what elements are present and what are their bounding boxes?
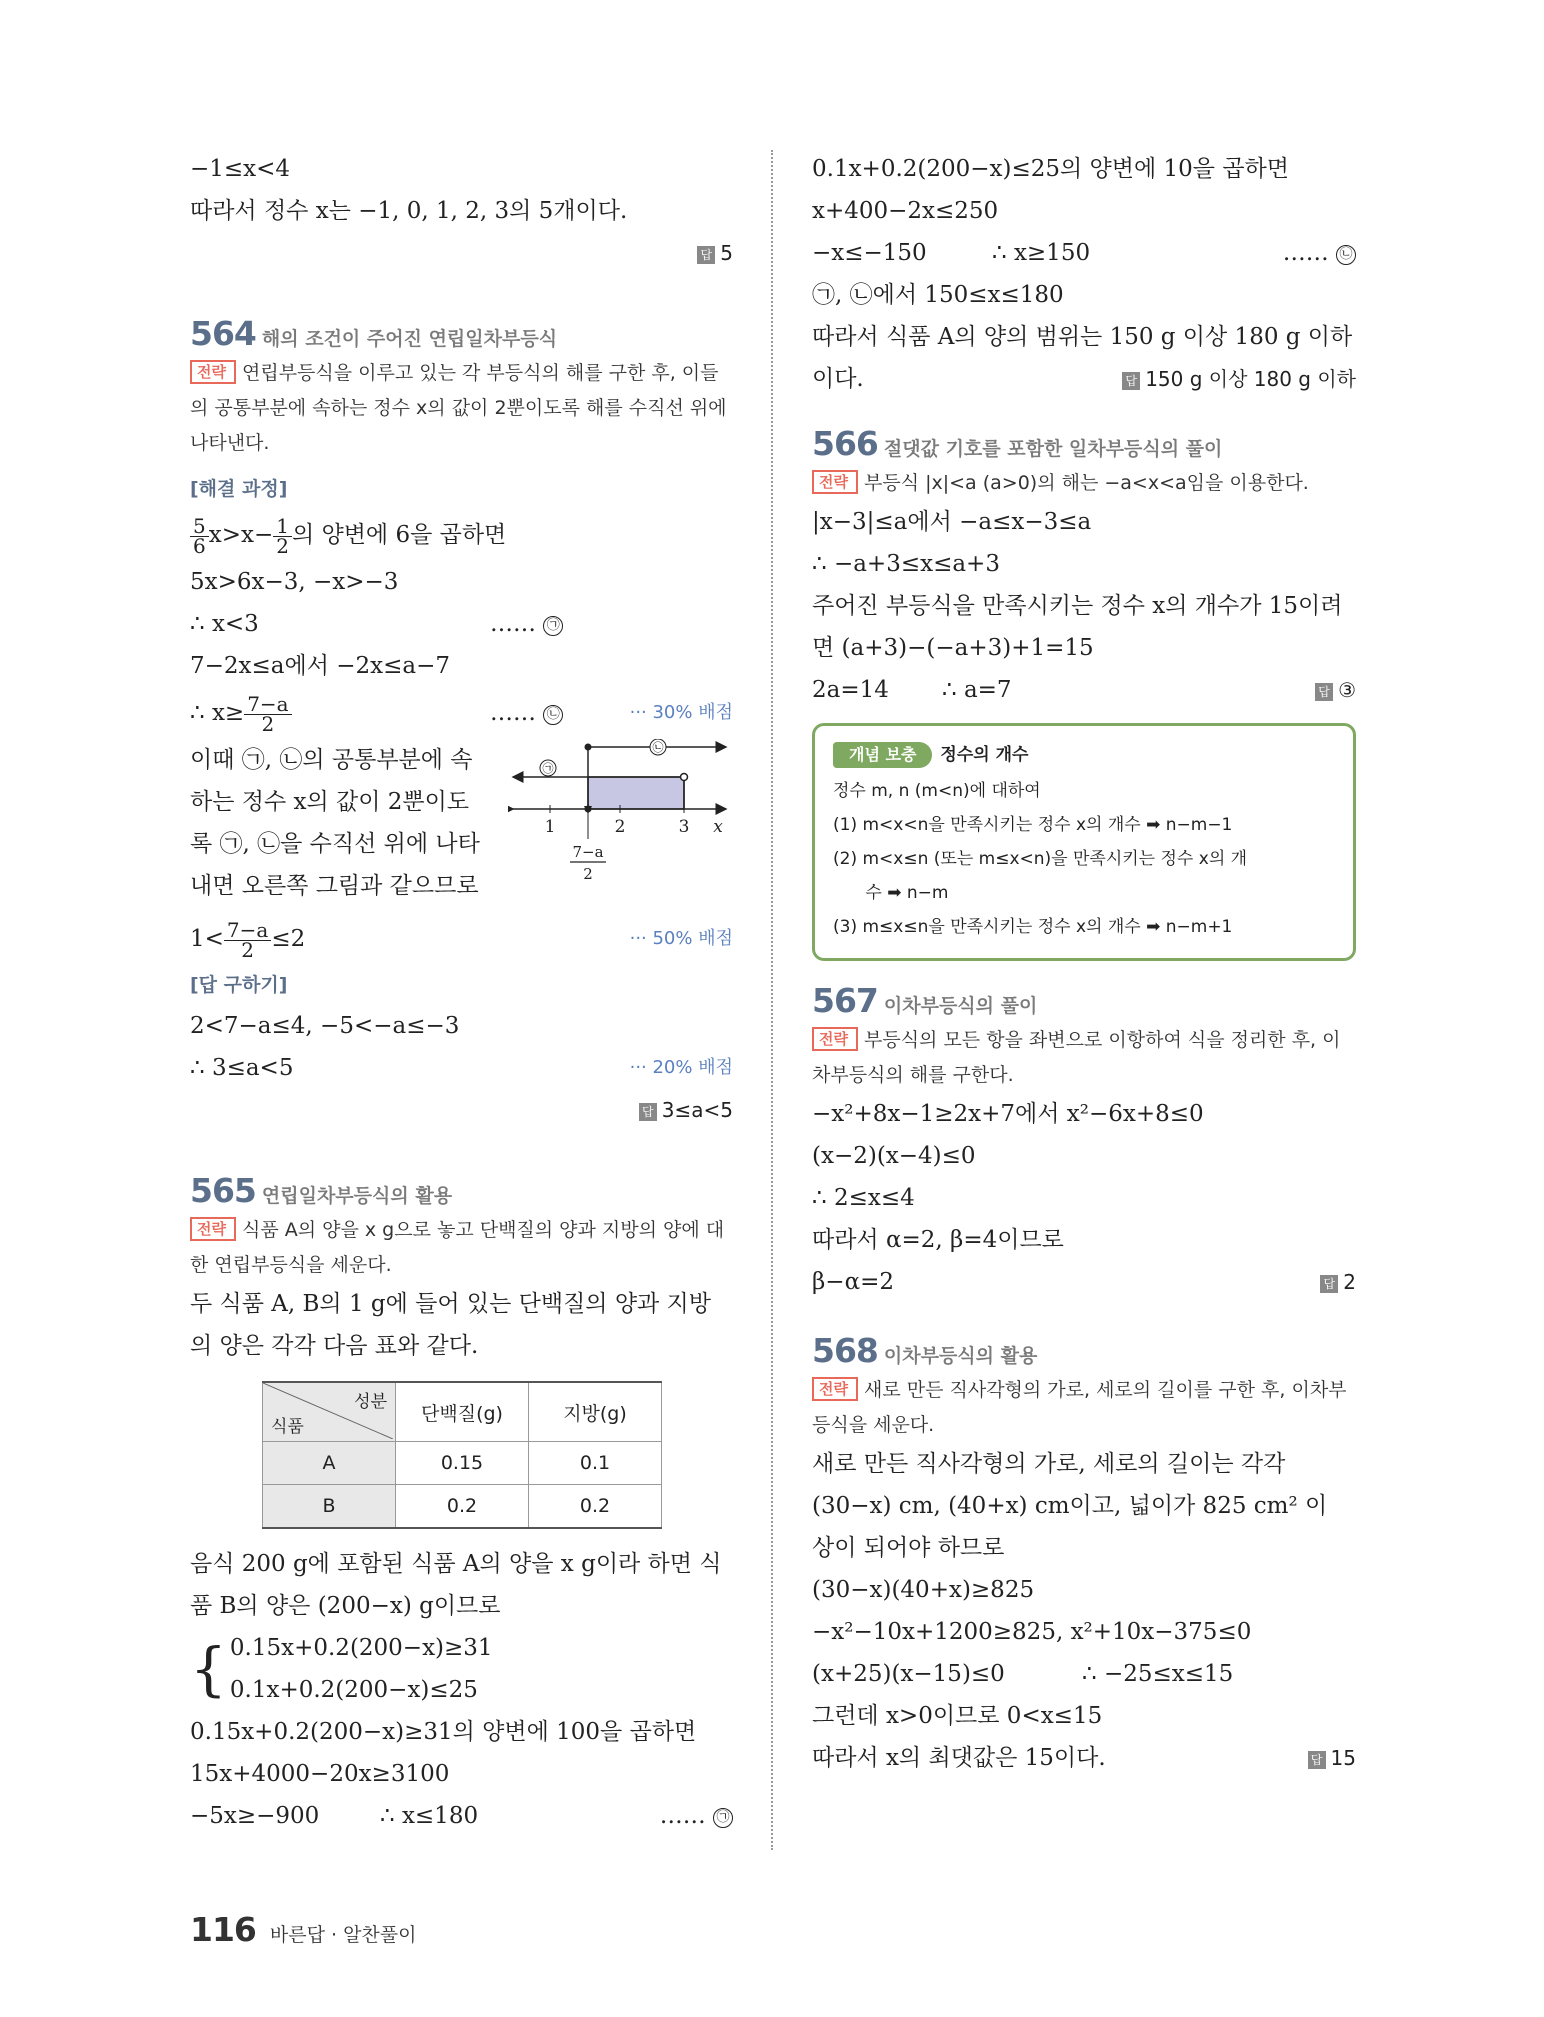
marker-icon: ㉠ <box>543 616 563 636</box>
left-column <box>190 148 733 1837</box>
problem-header-564 <box>190 312 733 356</box>
text-line: 음식 200 g에 포함된 식품 A의 양을 x g이라 하면 식 <box>190 1551 722 1577</box>
score-label: ··· 50% 배점 <box>629 928 733 949</box>
score-label: ··· 20% 배점 <box>629 1057 733 1078</box>
equation-line: β−α=2 답 2 <box>812 1261 1356 1303</box>
footer-label: 바른답 · 알찬풀이 <box>269 1924 417 1946</box>
subheading: [답 구하기] <box>190 974 288 996</box>
axis-label: x <box>713 817 723 837</box>
equation-line: (x+25)(x−15)≤0 ∴ −25≤x≤15 <box>812 1661 1234 1687</box>
concept-line: 정수 m, n (m<n)에 대하여 <box>833 781 1041 801</box>
equation-line: −x²+8x−1≥2x+7에서 x²−6x+8≤0 <box>812 1101 1204 1127</box>
inequality-system: { 0.15x+0.2(200−x)≥31 0.1x+0.2(200−x)≤25 <box>190 1627 733 1711</box>
answer-tag: 답 <box>639 1103 657 1121</box>
answer-tag: 답 <box>1122 372 1140 390</box>
text-line: 이때 ㉠, ㉡의 공통부분에 속 <box>190 747 473 773</box>
equation-line: 0.1x+0.2(200−x)≤25 <box>229 1677 478 1703</box>
fraction: $\frac{7-a}{2}$ <box>224 921 271 960</box>
number-line-figure <box>508 739 733 889</box>
subheading: [해결 과정] <box>190 478 288 500</box>
text-line: 상이 되어야 하므로 <box>812 1535 1005 1561</box>
page-footer <box>190 1910 417 1949</box>
equation-line: ∴ 3≤a<5 ··· 20% 배점 <box>190 1047 733 1089</box>
strategy-tag: 전략 <box>812 1377 858 1401</box>
problem-title: 연립일차부등식의 활용 <box>261 1185 453 1207</box>
concept-box <box>812 723 1356 961</box>
text-line: 록 ㉠, ㉡을 수직선 위에 나타 <box>190 831 480 857</box>
answer: 답 5 <box>697 232 733 274</box>
text-line: 의 양은 각각 다음 표와 같다. <box>190 1333 479 1359</box>
equation-line: (30−x)(40+x)≥825 <box>812 1577 1035 1603</box>
marker-icon: ㉡ <box>543 705 563 725</box>
answer: 답 15 <box>1308 1737 1356 1779</box>
text-line: 따라서 식품 A의 양의 범위는 150 g 이상 180 g 이하 <box>812 324 1353 350</box>
page-number: 116 <box>190 1910 256 1949</box>
text-line: 주어진 부등식을 만족시키는 정수 x의 개수가 15이려 <box>812 593 1343 619</box>
equation-line: 0.1x+0.2(200−x)≤25의 양변에 10을 곱하면 <box>812 156 1289 182</box>
table-header: 단백질(g) <box>396 1382 529 1442</box>
strategy-text: 전략 부등식 |x|<a (a>0)의 해는 −a<x<a임을 이용한다. <box>812 466 1356 501</box>
answer: 답 ③ <box>1315 669 1356 711</box>
problem-number: 567 <box>812 981 878 1020</box>
equation-line: −5x≥−900 ∴ x≤180 …… ㉠ <box>190 1795 733 1837</box>
problem-title: 이차부등식의 활용 <box>883 1345 1038 1367</box>
answer: 답 2 <box>1320 1261 1356 1303</box>
equation-line: ∴ −a+3≤x≤a+3 <box>812 551 1000 577</box>
fraction-numerator: 7−a <box>572 843 604 861</box>
answer: 답 150 g 이상 180 g 이하 <box>1122 358 1356 400</box>
equation-line: ∴ 2≤x≤4 <box>812 1185 915 1211</box>
problem-title: 절댓값 기호를 포함한 일차부등식의 풀이 <box>883 438 1223 460</box>
tick-label: 2 <box>614 817 626 837</box>
table-corner: 성분 식품 <box>263 1382 396 1442</box>
equation-line: (x−2)(x−4)≤0 <box>812 1143 976 1169</box>
text-line: 품 B의 양은 (200−x) g이므로 <box>190 1593 501 1619</box>
concept-line: (3) m≤x≤n을 만족시키는 정수 x의 개수 ➡ n−m+1 <box>833 917 1233 937</box>
equation-line: 5x>6x−3, −x>−3 <box>190 569 399 595</box>
fraction: $\frac{7-a}{2}$ <box>244 695 291 734</box>
text-line: −1≤x<4 <box>190 156 291 182</box>
text-line: 따라서 x의 최댓값은 15이다. 답 15 <box>812 1737 1356 1779</box>
problem-header-568 <box>812 1329 1356 1373</box>
text-line: 내면 오른쪽 그림과 같으므로 <box>190 873 479 899</box>
table-row: A 0.15 0.1 <box>263 1442 662 1485</box>
problem-header-566 <box>812 422 1356 466</box>
marker-icon: ㉠ <box>542 762 554 775</box>
equation-line: ㉠, ㉡에서 150≤x≤180 <box>812 282 1064 308</box>
marker-icon: ㉠ <box>713 1808 733 1828</box>
column-divider <box>771 150 773 1850</box>
equation-line: $\frac{5}{6}$ x>x− $\frac{1}{2}$ 의 양변에 6을 곱하면 <box>190 509 733 561</box>
answer-tag: 답 <box>1320 1275 1338 1293</box>
answer-line <box>190 232 733 274</box>
equation-line: ∴ x≥ $\frac{7-a}{2}$ …… ㉡ ··· 30% 배점 <box>190 687 733 739</box>
strategy-text: 전략 부등식의 모든 항을 좌변으로 이항하여 식을 정리한 후, 이차부등식의 해를 구한다. <box>812 1029 1341 1086</box>
equation-line: −x²−10x+1200≥825, x²+10x−375≤0 <box>812 1619 1252 1645</box>
strategy-tag: 전략 <box>812 470 858 494</box>
equation-line: 15x+4000−20x≥3100 <box>190 1761 450 1787</box>
strategy-tag: 전략 <box>812 1027 858 1051</box>
equation-line: |x−3|≤a에서 −a≤x−3≤a <box>812 509 1092 535</box>
concept-title: 정수의 개수 <box>940 745 1029 765</box>
problem-header-567 <box>812 979 1356 1023</box>
right-column <box>812 148 1356 1779</box>
answer: 답 3≤a<5 <box>639 1089 733 1131</box>
answer-line <box>190 1089 733 1131</box>
answer-tag: 답 <box>1308 1751 1326 1769</box>
concept-line: 수 ➡ n−m <box>833 883 949 903</box>
problem-number: 568 <box>812 1331 878 1370</box>
strategy-tag: 전략 <box>190 1217 236 1241</box>
table-row: B 0.2 0.2 <box>263 1485 662 1529</box>
text-line: 두 식품 A, B의 1 g에 들어 있는 단백질의 양과 지방 <box>190 1291 711 1317</box>
tick-label: 1 <box>544 817 556 837</box>
strategy-tag: 전략 <box>190 360 236 384</box>
fraction-denominator: 2 <box>583 865 593 883</box>
equation-line: 그런데 x>0이므로 0<x≤15 <box>812 1703 1103 1729</box>
tick-label: 3 <box>678 817 690 837</box>
common-region <box>588 777 684 809</box>
concept-tag: 개념 보충 <box>833 742 932 768</box>
fraction: $\frac{1}{2}$ <box>273 517 292 556</box>
answer-tag: 답 <box>1315 683 1333 701</box>
equation-line: 0.15x+0.2(200−x)≥31의 양변에 100을 곱하면 <box>190 1719 697 1745</box>
equation-line: x+400−2x≤250 <box>812 198 999 224</box>
strategy-text: 전략 연립부등식을 이루고 있는 각 부등식의 해를 구한 후, 이들의 공통부분에 속하는 정수 x의 값이 2뿐이도록 해를 수직선 위에 나타낸다. <box>190 362 727 454</box>
concept-line: (1) m<x<n을 만족시키는 정수 x의 개수 ➡ n−m−1 <box>833 815 1233 835</box>
score-label: ··· 30% 배점 <box>629 702 733 723</box>
marker-icon: ㉡ <box>1336 245 1356 265</box>
equation-line: 2a=14 ∴ a=7 답 ③ <box>812 669 1356 711</box>
equation-line: 2<7−a≤4, −5<−a≤−3 <box>190 1013 460 1039</box>
marker-icon: ㉡ <box>652 741 664 754</box>
explanation-with-figure <box>190 739 733 907</box>
equation-line: 0.15x+0.2(200−x)≥31 <box>229 1635 493 1661</box>
concept-line: (2) m<x≤n (또는 m≤x<n)을 만족시키는 정수 x의 개 <box>833 849 1248 869</box>
equation-line: ∴ x<3 …… ㉠ <box>190 603 733 645</box>
equation-line: −x≤−150 ∴ x≥150 …… ㉡ <box>812 232 1356 274</box>
problem-number: 564 <box>190 314 256 353</box>
text-line: 하는 정수 x의 값이 2뿐이도 <box>190 789 470 815</box>
nutrition-table <box>262 1381 662 1529</box>
text-line: 새로 만든 직사각형의 가로, 세로의 길이는 각각 <box>812 1451 1286 1477</box>
text-line: 따라서 정수 x는 −1, 0, 1, 2, 3의 5개이다. <box>190 198 628 224</box>
text-line: 따라서 α=2, β=4이므로 <box>812 1227 1064 1253</box>
text-line: 이다. 답 150 g 이상 180 g 이하 <box>812 358 1356 400</box>
table-header: 지방(g) <box>529 1382 662 1442</box>
equation-line: 1< $\frac{7-a}{2}$ ≤2 ··· 50% 배점 <box>190 913 733 965</box>
equation-line: 7−2x≤a에서 −2x≤a−7 <box>190 653 451 679</box>
problem-header-565 <box>190 1169 733 1213</box>
problem-title: 이차부등식의 풀이 <box>883 995 1038 1017</box>
strategy-text: 전략 새로 만든 직사각형의 가로, 세로의 길이를 구한 후, 이차부등식을 세운다. <box>812 1379 1347 1436</box>
text-line: (30−x) cm, (40+x) cm이고, 넓이가 825 cm² 이 <box>812 1493 1328 1519</box>
answer-tag: 답 <box>697 246 715 264</box>
equation-line: 면 (a+3)−(−a+3)+1=15 <box>812 635 1094 661</box>
problem-number: 565 <box>190 1171 256 1210</box>
problem-number: 566 <box>812 424 878 463</box>
strategy-text: 전략 식품 A의 양을 x g으로 놓고 단백질의 양과 지방의 양에 대한 연립부등식을 세운다. <box>190 1219 725 1276</box>
fraction: $\frac{5}{6}$ <box>190 517 209 556</box>
problem-title: 해의 조건이 주어진 연립일차부등식 <box>261 328 558 350</box>
